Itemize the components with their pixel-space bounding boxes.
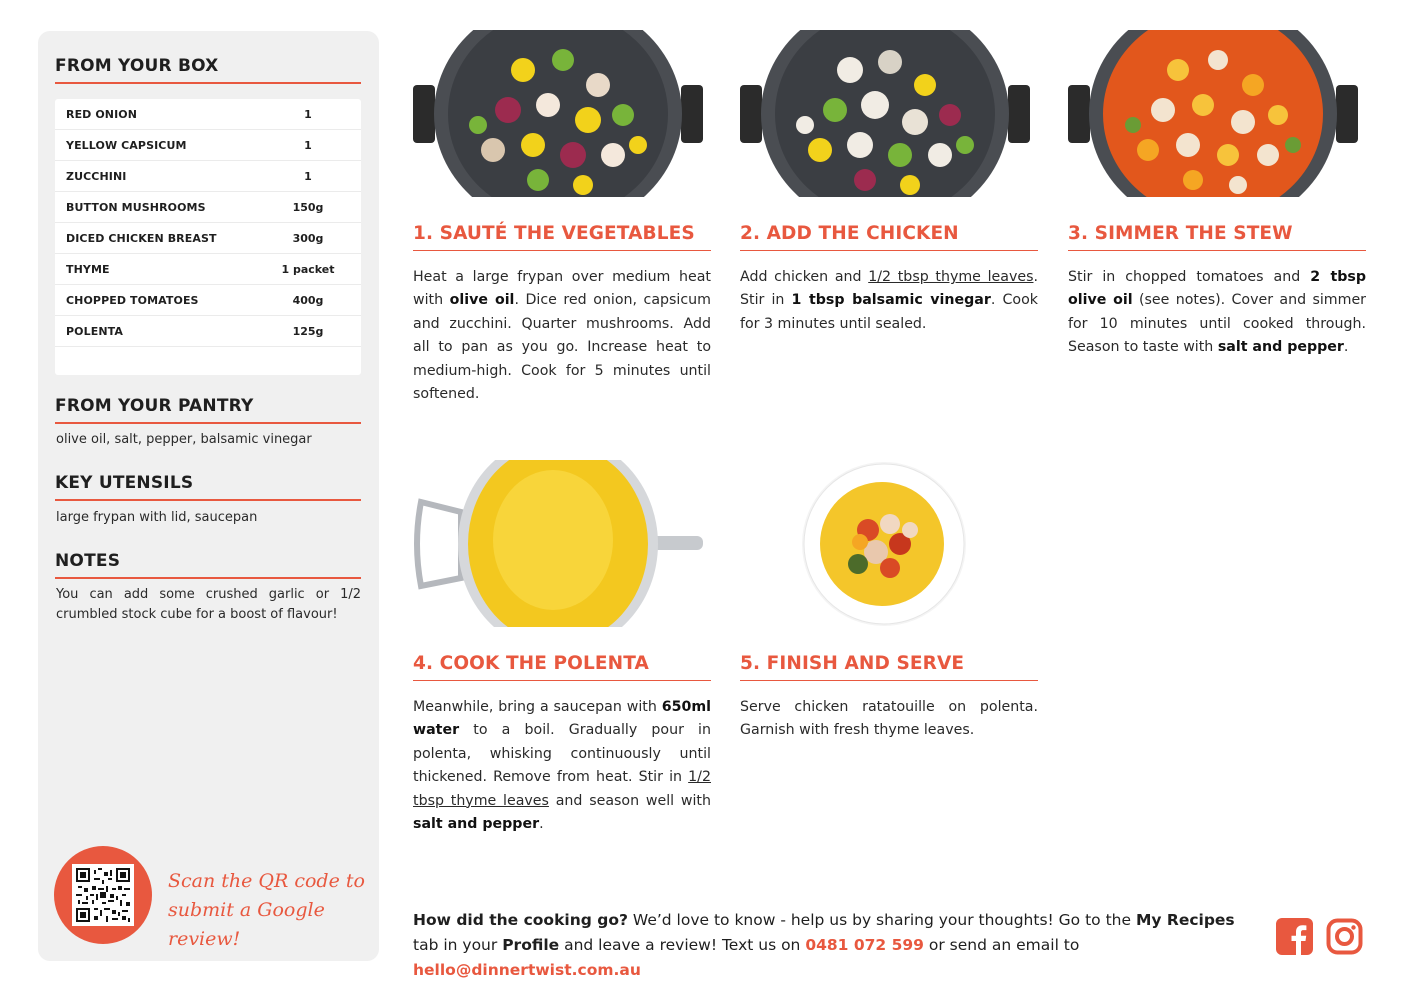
step-1-title: 1. SAUTÉ THE VEGETABLES: [413, 223, 711, 251]
ingredient-name: DICED CHICKEN BREAST: [66, 231, 217, 245]
from-your-box-heading: FROM YOUR BOX: [55, 56, 361, 84]
step-4-title: 4. COOK THE POLENTA: [413, 653, 711, 681]
ingredient-row: [55, 192, 361, 223]
qr-code-badge[interactable]: [54, 846, 152, 944]
ingredients-table: [55, 99, 361, 375]
ingredient-row: [55, 285, 361, 316]
step-4: [413, 460, 711, 833]
step-text-segment: .: [539, 816, 544, 833]
step-text-segment: Serve chicken ratatouille on polenta. Garnish with fresh thyme leaves.: [740, 699, 1038, 739]
step-3-title: 3. SIMMER THE STEW: [1068, 223, 1366, 251]
ingredient-qty: 1: [304, 138, 312, 152]
step-3-photo: [1068, 30, 1366, 197]
pantry-text: olive oil, salt, pepper, balsamic vinegar: [56, 432, 312, 447]
footer-text-segment: Profile: [502, 936, 560, 954]
ingredient-qty: 1: [304, 107, 312, 121]
ingredient-qty: 300g: [292, 231, 324, 245]
ingredient-row: [55, 254, 361, 285]
ingredient-name: THYME: [66, 262, 110, 276]
ingredient-name: POLENTA: [66, 324, 124, 338]
step-3: [1068, 30, 1367, 356]
footer-text-segment: or send an email to: [923, 936, 1080, 954]
step-4-photo: [413, 460, 711, 627]
ingredient-row: [55, 316, 361, 347]
instagram-icon[interactable]: [1326, 918, 1363, 955]
qr-caption-line-2: submit a Google review!: [168, 899, 325, 950]
step-5-body: [740, 696, 1038, 743]
step-text-segment: 1/2 tbsp thyme leaves: [413, 769, 711, 809]
ingredient-qty: 1 packet: [281, 262, 335, 276]
step-text-segment: and season well with: [548, 792, 711, 809]
step-2-title: 2. ADD THE CHICKEN: [740, 223, 1038, 251]
footer-text-segment: and leave a review! Text us on: [559, 936, 806, 954]
ingredient-row: [55, 99, 361, 130]
step-5: [740, 460, 1038, 739]
ingredient-qty: 400g: [292, 293, 324, 307]
qr-caption: [168, 867, 368, 954]
step-text-segment: to a boil. Gradually pour in polenta, whisking continuously until thickened. Remove from heat. Stir in: [413, 722, 711, 786]
ingredient-name: BUTTON MUSHROOMS: [66, 200, 206, 214]
footer-text-segment[interactable]: 0481 072 599: [805, 936, 924, 954]
step-text-segment: Heat a large frypan over medium heat with: [413, 269, 711, 309]
qr-caption-line-1: Scan the QR code to: [168, 870, 365, 892]
utensils-text: large frypan with lid, saucepan: [56, 510, 258, 525]
step-2: [740, 30, 1038, 332]
step-5-title: 5. FINISH AND SERVE: [740, 653, 1038, 681]
step-text-segment: 650ml water: [413, 699, 711, 739]
footer-text-segment: tab in your: [413, 936, 503, 954]
step-text-segment: . Stir in: [740, 269, 1038, 309]
footer-text-segment: We’d love to know - help us by sharing your thoughts! Go to the: [627, 911, 1136, 929]
notes-heading: NOTES: [55, 551, 361, 579]
step-text-segment: 1 tbsp balsamic vinegar: [791, 292, 991, 309]
step-text-segment: (see notes). Cover and simmer for 10 minutes until cooked through. Season to taste with: [1068, 292, 1367, 356]
step-text-segment: Stir in chopped tomatoes and: [1068, 269, 1311, 285]
footer-text-segment[interactable]: hello@dinnertwist.com.au: [413, 961, 641, 979]
step-2-body: [740, 266, 1038, 336]
ingredient-row: [55, 130, 361, 161]
ingredient-name: RED ONION: [66, 107, 138, 121]
ingredient-qty: 125g: [292, 324, 324, 338]
notes-text: You can add some crushed garlic or 1/2 crumbled stock cube for a boost of flavour!: [56, 587, 361, 622]
footer-text-segment: My Recipes: [1135, 911, 1235, 929]
feedback-footer: [413, 908, 1263, 983]
qr-code-icon: [72, 864, 134, 926]
step-text-segment: salt and pepper: [1217, 339, 1344, 356]
ingredient-row: [55, 223, 361, 254]
facebook-icon[interactable]: [1276, 918, 1313, 955]
step-3-body: [1068, 266, 1366, 360]
step-text-segment: olive oil: [449, 292, 515, 309]
step-text-segment: . Cook for 3 minutes until sealed.: [740, 292, 1038, 332]
step-text-segment: Meanwhile, bring a saucepan with: [413, 699, 662, 715]
step-text-segment: Add chicken and: [740, 269, 869, 285]
utensils-heading: KEY UTENSILS: [55, 473, 361, 501]
step-5-photo: [740, 460, 1038, 627]
pantry-heading: FROM YOUR PANTRY: [55, 396, 361, 424]
ingredient-name: YELLOW CAPSICUM: [66, 138, 187, 152]
ingredient-row: [55, 161, 361, 192]
sidebar: [38, 31, 379, 961]
step-text-segment: .: [1343, 339, 1349, 356]
ingredient-name: ZUCCHINI: [66, 169, 127, 183]
step-1-photo: [413, 30, 711, 197]
ingredient-qty: 1: [304, 169, 312, 183]
ingredient-name: CHOPPED TOMATOES: [66, 293, 199, 307]
step-text-segment: salt and pepper: [413, 816, 540, 833]
step-1: [413, 30, 711, 403]
step-2-photo: [740, 30, 1038, 197]
footer-text-segment: How did the cooking go?: [413, 911, 628, 929]
step-text-segment: . Dice red onion, capsicum and zucchini. Quarter mushrooms. Add all to pan as you go. Increase heat to medium-high. Cook for 5 minutes until softened.: [413, 292, 711, 403]
step-4-body: [413, 696, 711, 836]
step-1-body: [413, 266, 711, 406]
ingredient-qty: 150g: [292, 200, 324, 214]
step-text-segment: 2 tbsp olive oil: [1068, 269, 1367, 309]
step-text-segment: 1/2 tbsp thyme leaves: [868, 269, 1034, 285]
